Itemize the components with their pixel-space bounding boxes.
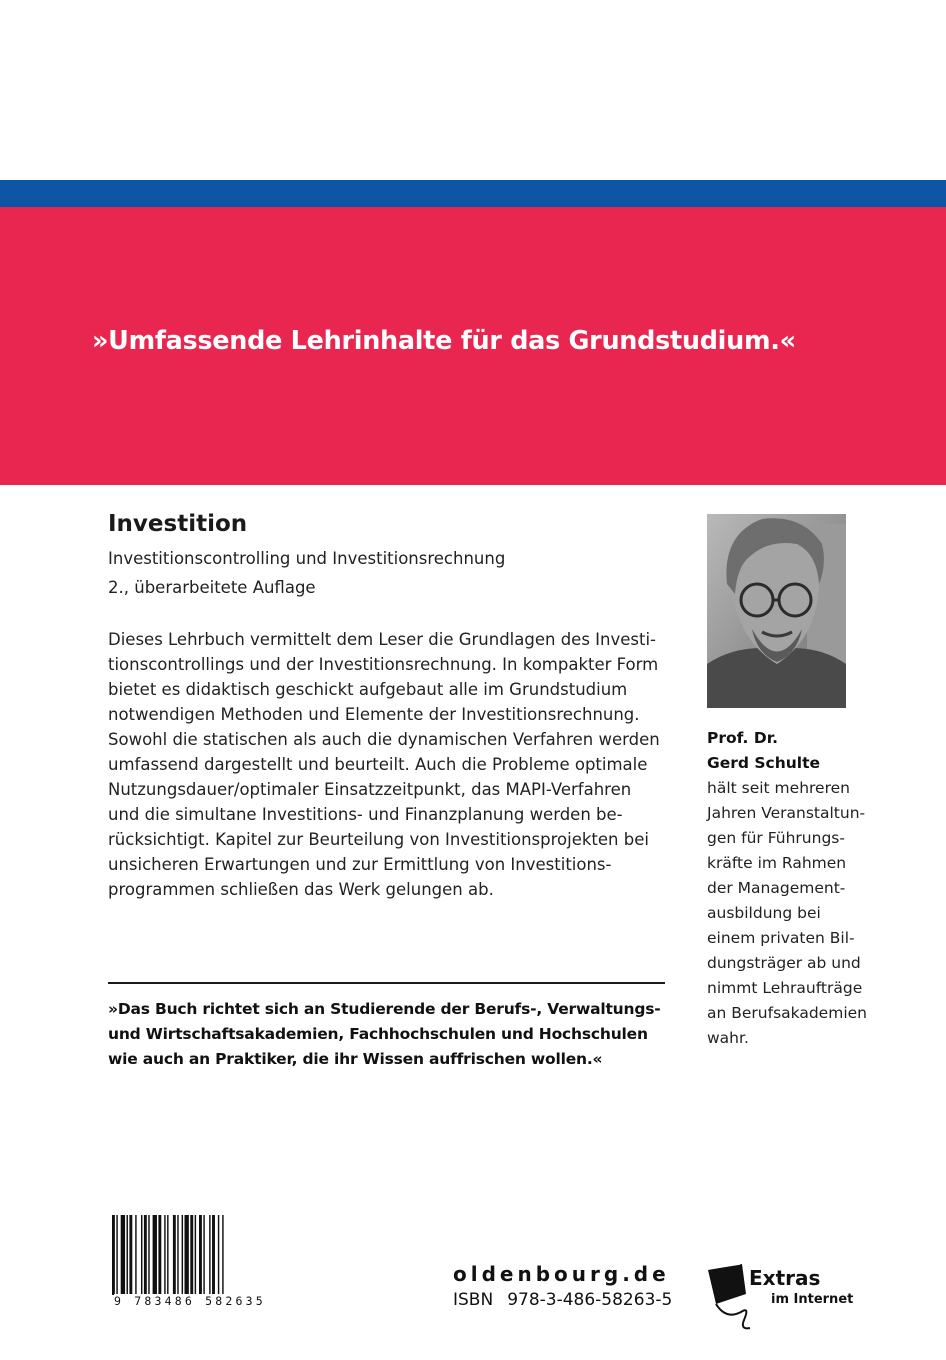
barcode-bar	[212, 1215, 215, 1295]
barcode-bar	[129, 1215, 132, 1295]
bio-line: ausbildung bei	[707, 904, 821, 922]
author-photo	[707, 514, 846, 708]
barcode-number: 9 783486 582635	[114, 1294, 266, 1308]
description-line: notwendigen Methoden und Elemente der Investitionsrechnung.	[108, 705, 640, 724]
author-name-line: Prof. Dr.	[707, 729, 779, 747]
divider-rule	[108, 982, 665, 984]
barcode-bar	[218, 1215, 219, 1295]
book-title: Investition	[108, 511, 248, 537]
isbn-line	[453, 1290, 672, 1310]
bio-line: kräfte im Rahmen	[707, 854, 847, 872]
barcode-bar	[121, 1215, 125, 1295]
description-line: programmen schließen das Werk gelungen ab.	[108, 880, 494, 899]
isbn-label: ISBN	[453, 1290, 494, 1310]
barcode-bar	[177, 1215, 178, 1295]
bio-line: hält seit mehreren	[707, 779, 850, 797]
description-line: Sowohl die statischen als auch die dynamischen Verfahren werden	[108, 730, 660, 749]
quote-line: »Das Buch richtet sich an Studierende der Berufs-, Verwaltungs-	[108, 1000, 661, 1018]
description-line: unsicheren Erwartungen und zur Ermittlung von Investitions-	[108, 855, 612, 874]
author-bio	[707, 776, 877, 1051]
description-line: rücksichtigt. Kapitel zur Beurteilung von Investitionsprojekten bei	[108, 830, 649, 849]
description-line: Dieses Lehrbuch vermittelt dem Leser die Grundlagen des Investi-	[108, 630, 657, 649]
barcode-bar	[199, 1215, 202, 1295]
barcode-bar	[195, 1215, 196, 1295]
barcode-bar	[209, 1215, 210, 1295]
description-line: bietet es didaktisch geschickt aufgebaut alle im Grundstudium	[108, 680, 628, 699]
barcode-bar	[141, 1215, 142, 1295]
description-line: Nutzungsdauer/optimaler Einsatzzeitpunkt, das MAPI-Verfahren	[108, 780, 632, 799]
bio-line: wahr.	[707, 1029, 749, 1047]
description-line: tionscontrollings und der Investitionsrechnung. In kompakter Form	[108, 655, 659, 674]
banner-tagline: »Umfassende Lehrinhalte für das Grundstudium.«	[92, 326, 796, 356]
book-subtitle: Investitionscontrolling und Investitionsrechnung	[108, 549, 506, 568]
extras-subtitle: im Internet	[771, 1292, 854, 1307]
bio-line: einem privaten Bil-	[707, 929, 855, 947]
bio-line: nimmt Lehraufträge	[707, 979, 863, 997]
barcode-bar	[127, 1215, 128, 1295]
barcode-bar	[164, 1215, 165, 1295]
quote-line: und Wirtschaftsakademien, Fachhochschulen und Hochschulen	[108, 1025, 648, 1043]
bio-line: an Berufsakademien	[707, 1004, 867, 1022]
barcode-bar	[167, 1215, 168, 1295]
barcode-bar	[190, 1215, 193, 1295]
barcode-bar	[144, 1215, 147, 1295]
book-edition: 2., überarbeitete Auflage	[108, 578, 316, 597]
barcode-bar	[182, 1215, 183, 1295]
barcode-bar	[173, 1215, 176, 1295]
description-line: und die simultane Investitions- und Finanzplanung werden be-	[108, 805, 623, 824]
barcode-bar	[222, 1215, 223, 1295]
bio-line: dungsträger ab und	[707, 954, 861, 972]
barcode-bar	[112, 1215, 115, 1295]
isbn-value: 978-3-486-58263-5	[507, 1290, 673, 1310]
barcode-bar	[153, 1215, 157, 1295]
barcode-bar	[148, 1215, 149, 1295]
book-description	[108, 627, 668, 902]
quote-line: wie auch an Praktiker, die ihr Wissen auffrischen wollen.«	[108, 1050, 603, 1068]
blue-band	[0, 180, 946, 207]
barcode-bar	[185, 1215, 189, 1295]
author-name	[707, 726, 820, 776]
bio-line: der Management-	[707, 879, 846, 897]
barcode-bar	[116, 1215, 117, 1295]
author-portrait-graphic	[707, 514, 846, 708]
barcode-bar	[135, 1215, 136, 1295]
extras-title: Extras	[749, 1266, 821, 1290]
barcode-bar	[158, 1215, 161, 1295]
description-line: umfassend dargestellt und beurteilt. Auch die Probleme optimale	[108, 755, 648, 774]
audience-quote	[108, 997, 668, 1072]
barcode-bar	[203, 1215, 204, 1295]
bio-line: gen für Führungs-	[707, 829, 845, 847]
publisher-url[interactable]: oldenbourg.de	[453, 1262, 670, 1286]
author-name-line: Gerd Schulte	[707, 754, 821, 772]
bio-line: Jahren Veranstaltun-	[707, 804, 866, 822]
